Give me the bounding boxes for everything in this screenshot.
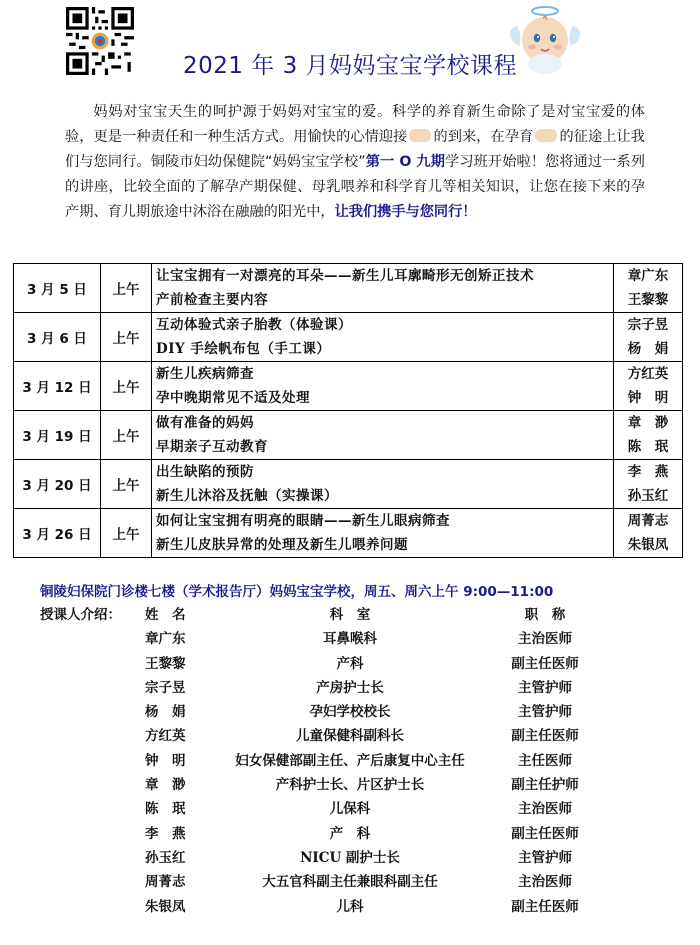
course-topic: 新生儿疾病筛查	[156, 366, 254, 382]
intro-paragraph	[65, 100, 645, 225]
teacher-list	[40, 603, 640, 919]
course-topic: 互动体验式亲子胎教（体验课）	[156, 317, 352, 333]
teacher-title: 主治医师	[518, 631, 572, 648]
course-topic: 新生儿皮肤异常的处理及新生儿喂养问题	[156, 537, 408, 553]
list-item	[40, 749, 640, 773]
course-date: 3 月 12 日	[14, 362, 101, 411]
teacher-title: 副主任医师	[511, 825, 579, 842]
header-dept: 科 室	[329, 607, 371, 623]
course-topics	[152, 264, 614, 313]
teacher-dept: 儿科	[336, 898, 364, 915]
list-item	[40, 895, 640, 919]
teacher-name: 章广东	[145, 631, 186, 648]
course-topic: 新生儿沐浴及抚触（实操课）	[156, 488, 338, 504]
list-item	[40, 797, 640, 821]
course-topic: 产前检查主要内容	[156, 292, 268, 308]
course-teacher: 方红英	[627, 366, 669, 382]
course-topic: 早期亲子互动教育	[156, 439, 268, 455]
teacher-name: 孙玉红	[145, 849, 186, 866]
course-time: 上午	[101, 460, 152, 509]
teacher-title: 副主任护师	[511, 777, 579, 794]
teacher-dept: 孕妇学校校长	[309, 704, 391, 721]
course-date: 3 月 5 日	[14, 264, 101, 313]
course-topic: DIY 手绘帆布包（手工课）	[156, 341, 331, 357]
course-topics	[152, 362, 614, 411]
teacher-title: 主管护师	[518, 704, 572, 721]
teacher-dept: 产科护士长、片区护士长	[275, 777, 425, 794]
course-teacher: 章广东	[627, 268, 669, 284]
table-row	[14, 362, 683, 411]
teacher-title: 主治医师	[518, 801, 572, 818]
course-teachers	[614, 264, 683, 313]
course-teacher: 周菁志	[627, 513, 669, 529]
teacher-dept: 耳鼻喉科	[323, 631, 377, 648]
list-item	[40, 700, 640, 724]
teacher-dept: 儿童保健科副科长	[296, 728, 404, 745]
teacher-dept: 产房护士长	[316, 679, 384, 696]
header-name: 姓 名	[145, 607, 186, 623]
teacher-title: 主治医师	[518, 874, 572, 891]
teacher-dept: 儿保科	[329, 801, 371, 818]
course-teachers	[614, 362, 683, 411]
course-date: 3 月 20 日	[14, 460, 101, 509]
teacher-title: 副主任医师	[511, 898, 579, 915]
course-date: 3 月 6 日	[14, 313, 101, 362]
intro-text-4: 学习班开始啦！您将通过一系列的讲座，比较全面的了解孕产期保健、母乳喂养和科学育儿等相关知识，让您在接下来的孕产期、育儿期旅途中沐浴在融融的阳光中，	[65, 154, 645, 220]
table-row	[14, 411, 683, 460]
course-topics	[152, 460, 614, 509]
course-topic: 孕中晚期常见不适及处理	[156, 390, 310, 406]
course-teacher: 王黎黎	[627, 292, 669, 308]
teacher-name: 章 渺	[145, 777, 186, 794]
course-topic: 让宝宝拥有一对漂亮的耳朵——新生儿耳廓畸形无创矫正技术	[156, 268, 534, 284]
teacher-title: 副主任医师	[511, 655, 579, 672]
teacher-name: 方红英	[145, 728, 186, 745]
course-topic: 如何让宝宝拥有明亮的眼睛——新生儿眼病筛查	[156, 513, 450, 529]
teacher-name: 朱银凤	[145, 898, 186, 915]
course-time: 上午	[101, 362, 152, 411]
course-topic: 出生缺陷的预防	[156, 464, 254, 480]
course-time: 上午	[101, 313, 152, 362]
teacher-dept: 产科	[336, 655, 364, 672]
course-teacher: 钟 明	[627, 390, 669, 406]
table-row	[14, 313, 683, 362]
course-teacher: 章 渺	[627, 415, 669, 431]
baby-sticker-icon	[535, 129, 557, 142]
course-teacher: 孙玉红	[627, 488, 669, 504]
teacher-name: 钟 明	[145, 752, 186, 769]
list-item	[40, 870, 640, 894]
course-topics	[152, 509, 614, 558]
course-teachers	[614, 509, 683, 558]
term-number: 第一 O 九期	[365, 154, 446, 170]
list-item	[40, 773, 640, 797]
intro-text-3: 的征途上让我们与您同行。铜陵市妇幼保健院“妈妈宝宝学校”	[65, 129, 645, 170]
course-date: 3 月 19 日	[14, 411, 101, 460]
list-item	[40, 627, 640, 651]
list-item	[40, 676, 640, 700]
course-date: 3 月 26 日	[14, 509, 101, 558]
intro-text-2: 的到来，在孕育	[433, 129, 534, 145]
teacher-title: 副主任医师	[511, 728, 579, 745]
course-time: 上午	[101, 264, 152, 313]
course-teachers	[614, 460, 683, 509]
teacher-name: 陈 珉	[145, 801, 186, 818]
slogan: 让我们携手与您同行！	[334, 204, 477, 220]
course-time: 上午	[101, 411, 152, 460]
teacher-dept: 大五官科副主任兼眼科副主任	[262, 874, 438, 891]
course-topics	[152, 313, 614, 362]
course-teachers	[614, 411, 683, 460]
header-title: 职 称	[524, 607, 566, 623]
teacher-name: 杨 娟	[145, 704, 186, 721]
list-item	[40, 652, 640, 676]
table-row	[14, 264, 683, 313]
teacher-list-header	[40, 603, 640, 627]
course-teachers	[614, 313, 683, 362]
teacher-dept: 妇女保健部副主任、产后康复中心主任	[235, 752, 465, 769]
baby-sticker-icon	[409, 129, 431, 142]
course-topics	[152, 411, 614, 460]
course-time: 上午	[101, 509, 152, 558]
teacher-list-label: 授课人介绍：	[40, 607, 121, 623]
teacher-name: 李 燕	[145, 825, 186, 842]
teacher-name: 宗子昱	[145, 679, 186, 696]
teacher-dept: 产 科	[329, 825, 371, 842]
list-item	[40, 846, 640, 870]
teacher-name: 王黎黎	[145, 655, 186, 672]
teacher-title: 主管护师	[518, 849, 572, 866]
list-item	[40, 724, 640, 748]
course-teacher: 李 燕	[627, 464, 669, 480]
table-row	[14, 460, 683, 509]
intro-text-1: 妈妈对宝宝天生的呵护源于妈妈对宝宝的爱。科学的养育新生命除了是对宝宝爱的体验，更是一种责任和一种生活方式。用愉快的心情迎接	[65, 104, 645, 145]
page-title: 2021 年 3 月妈妈宝宝学校课程	[182, 53, 518, 79]
teacher-dept: NICU 副护士长	[300, 849, 400, 866]
list-item	[40, 822, 640, 846]
course-teacher: 朱银凤	[627, 537, 669, 553]
course-topic: 做有准备的妈妈	[156, 415, 254, 431]
table-row	[14, 509, 683, 558]
location-info: 铜陵妇保院门诊楼七楼（学术报告厅）妈妈宝宝学校，周五、周六上午 9:00—11:00	[40, 584, 554, 600]
teacher-name: 周菁志	[145, 874, 186, 891]
teacher-title: 主管护师	[518, 679, 572, 696]
teacher-title: 主任医师	[518, 752, 572, 769]
course-schedule-table	[13, 263, 683, 558]
course-teacher: 陈 珉	[627, 439, 669, 455]
course-teacher: 杨 娟	[627, 341, 669, 357]
course-teacher: 宗子昱	[627, 317, 669, 333]
